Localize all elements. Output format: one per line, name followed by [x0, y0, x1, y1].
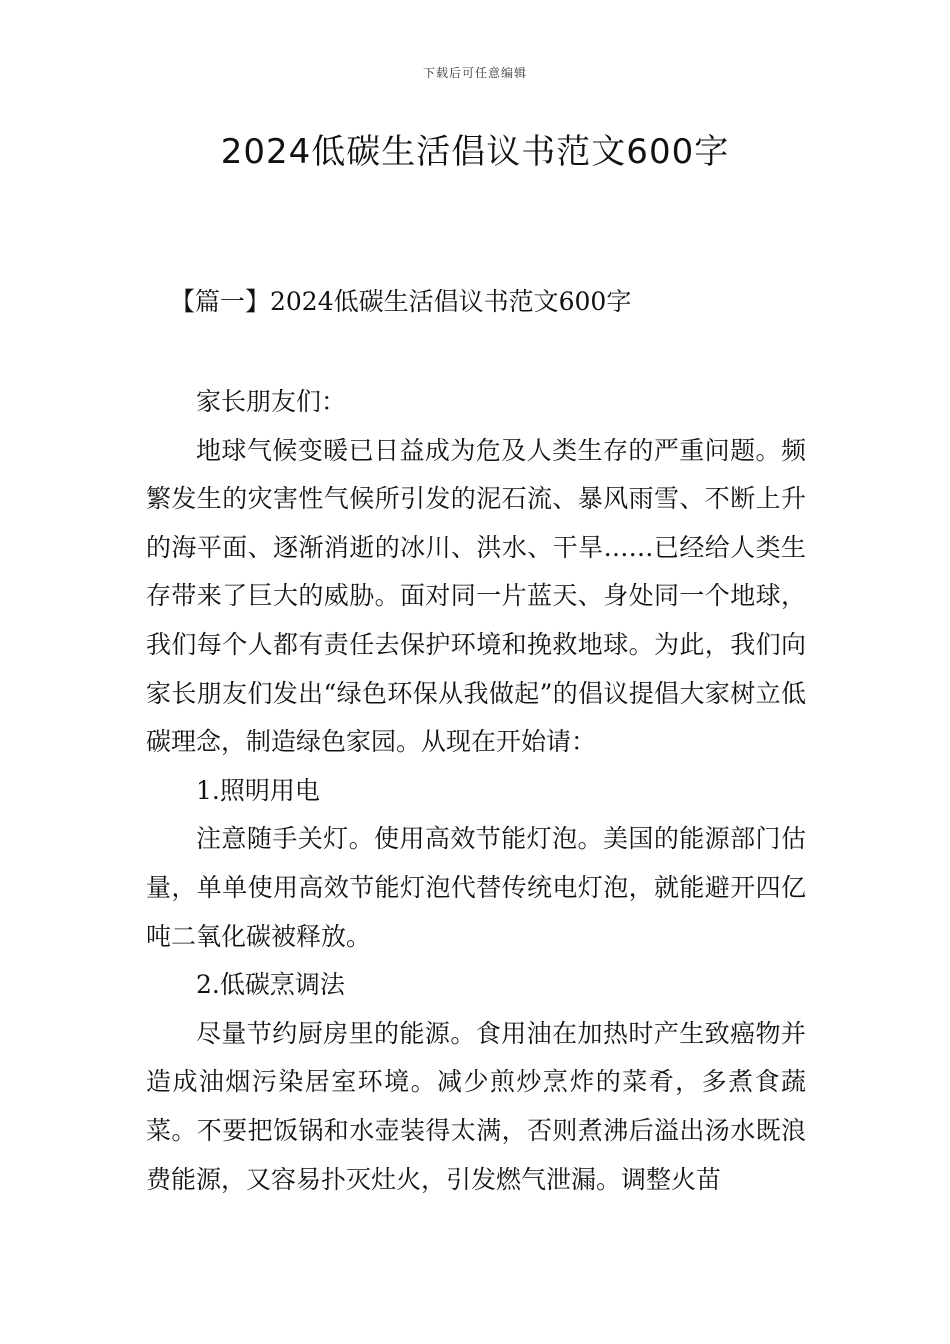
- document-body: [146, 378, 806, 1204]
- section-heading: 【篇一】2024低碳生活倡议书范文600字: [170, 287, 632, 316]
- item-heading-lighting: 1.照明用电: [196, 775, 320, 805]
- cooking-paragraph: 尽量节约厨房里的能源。食用油在加热时产生致癌物并造成油烟污染居室环境。减少煎炒烹炸的菜肴，多煮食蔬菜。不要把饭锅和水壶装得太满，否则煮沸后溢出汤水既浪费能源，又容易扑灭灶火，引发燃气泄漏。调整火苗: [146, 1018, 806, 1194]
- document-title: 2024低碳生活倡议书范文600字: [220, 132, 730, 172]
- header-note: 下载后可任意编辑: [422, 66, 527, 80]
- salutation-paragraph: 家长朋友们：: [196, 387, 347, 416]
- intro-paragraph: 地球气候变暖已日益成为危及人类生存的严重问题。频繁发生的灾害性气候所引发的泥石流、暴风雨雪、不断上升的海平面、逐渐消逝的冰川、洪水、干旱……已经给人类生存带来了巨大的威胁。面对同一片蓝天、身处同一个地球，我们每个人都有责任去保护环境和挽救地球。为此，我们向家长朋友们发出“绿色环保从我做起”的倡议提倡大家树立低碳理念，制造绿色家园。从现在开始请：: [146, 435, 806, 757]
- lighting-paragraph: 注意随手关灯。使用高效节能灯泡。美国的能源部门估量，单单使用高效节能灯泡代替传统电灯泡，就能避开四亿吨二氧化碳被释放。: [146, 824, 806, 951]
- item-heading-cooking: 2.低碳烹调法: [196, 970, 345, 1000]
